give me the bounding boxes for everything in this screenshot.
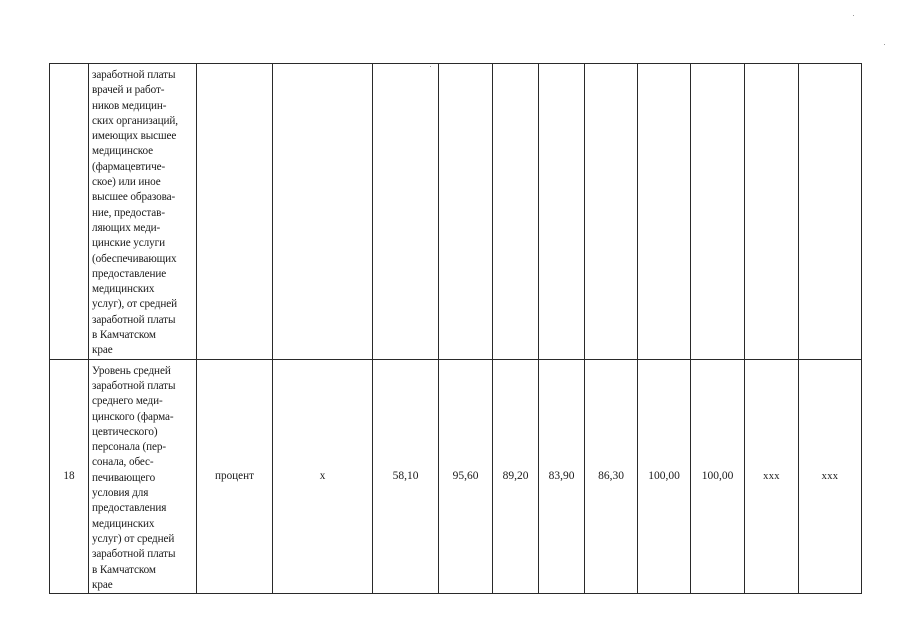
extra-cell [745, 64, 799, 360]
value-cell [539, 64, 585, 360]
value-cell: 95,60 [439, 359, 493, 593]
extra-cell: xxx [799, 359, 862, 593]
value-cell [691, 64, 745, 360]
table-row [50, 359, 862, 593]
row-number-cell [50, 64, 89, 360]
scan-speck [884, 44, 885, 45]
indicators-table [49, 63, 862, 594]
unit-cell [197, 64, 273, 360]
value-cell: 100,00 [691, 359, 745, 593]
indicator-name-cell: заработной платы врачей и работ- ников медицин- ских организаций, имеющих высшее медицинское (фармацевтиче- ское) или иное высшее образова- ние, предостав- ляющих меди- цинские услуги (обеспечивающих предоставление медицинских услуг), от средней заработной платы в Камчатском крае [89, 64, 197, 360]
base-value-cell: x [273, 359, 373, 593]
value-cell: 89,20 [493, 359, 539, 593]
value-cell [439, 64, 493, 360]
table-row [50, 64, 862, 360]
extra-cell [799, 64, 862, 360]
value-cell: 100,00 [638, 359, 691, 593]
value-cell [585, 64, 638, 360]
scan-speck [853, 15, 854, 16]
base-value-cell [273, 64, 373, 360]
unit-cell: процент [197, 359, 273, 593]
value-cell [493, 64, 539, 360]
value-cell: 86,30 [585, 359, 638, 593]
value-cell [638, 64, 691, 360]
value-cell [373, 64, 439, 360]
extra-cell: xxx [745, 359, 799, 593]
value-cell: 83,90 [539, 359, 585, 593]
value-cell: 58,10 [373, 359, 439, 593]
row-number-cell: 18 [50, 359, 89, 593]
indicator-name-cell: Уровень средней заработной платы среднего меди- цинского (фарма- цевтического) персонала (пер- сонала, обес- печивающего условия для предоставления медицинских услуг) от средней заработной платы в Камчатском крае [89, 359, 197, 593]
